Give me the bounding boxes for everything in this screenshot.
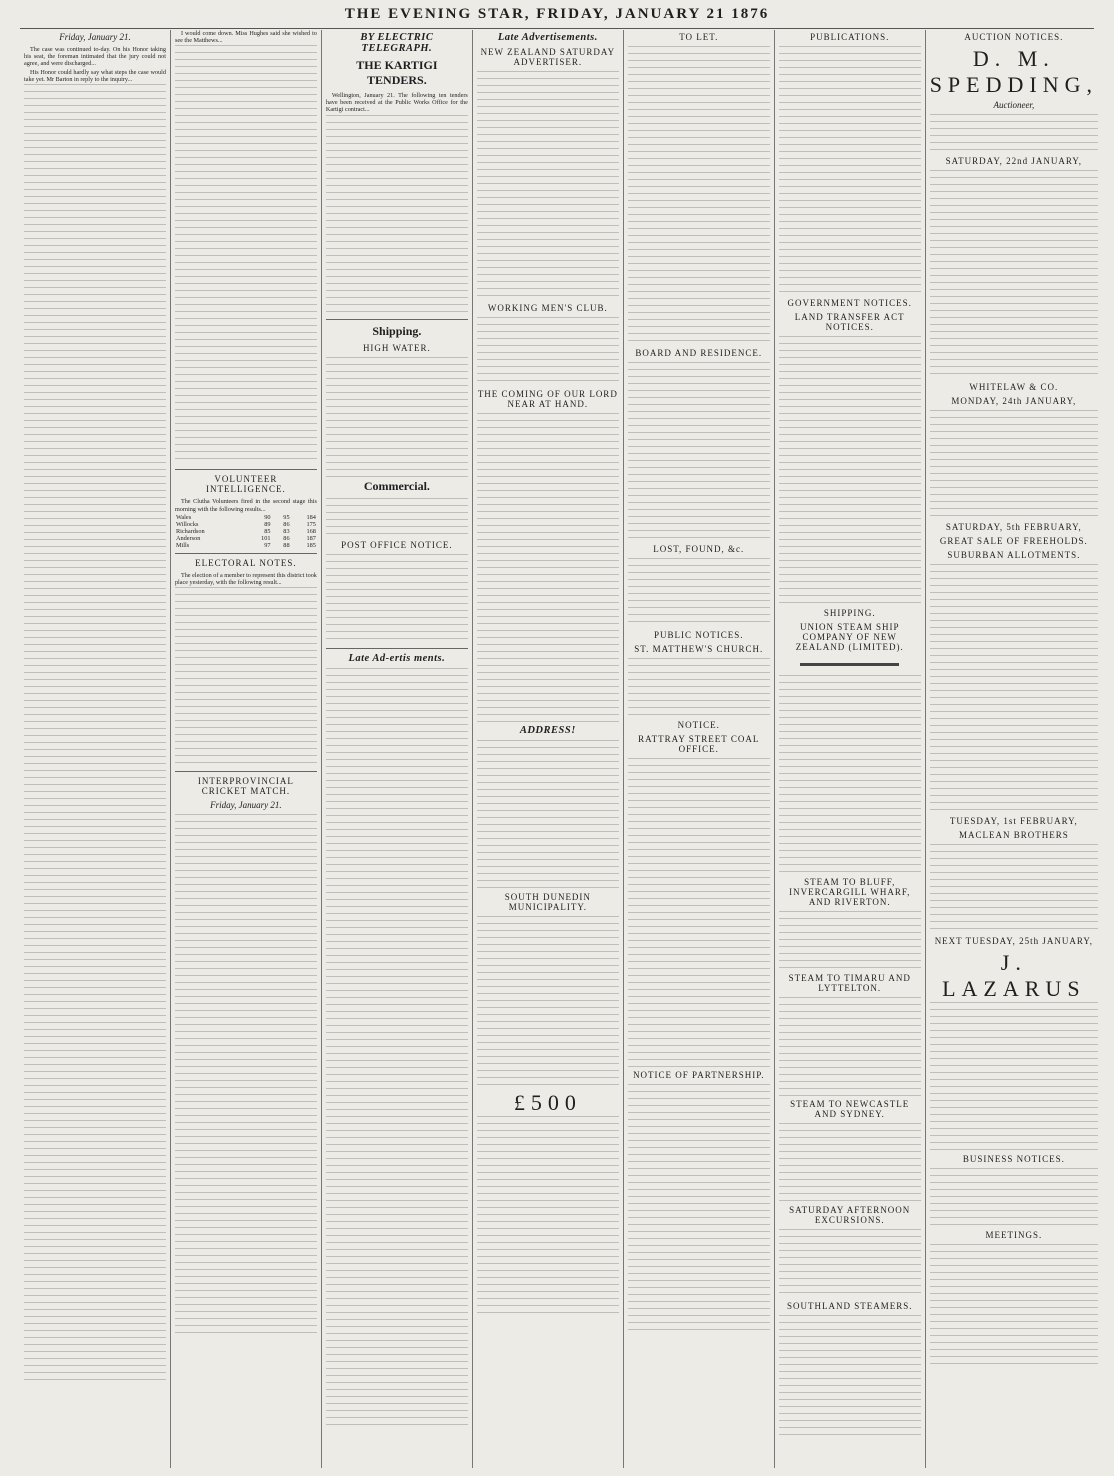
result-cell: 90 xyxy=(264,513,271,521)
result-cell: 185 xyxy=(306,541,316,549)
business-body xyxy=(930,1168,1098,1228)
rattray-body xyxy=(628,758,770,1068)
column-5 xyxy=(624,30,775,1468)
union-heading: UNION STEAM SHIP COMPANY OF NEW ZEALAND (LIMITED). xyxy=(795,622,904,652)
spedding-name: D. M. SPEDDING, xyxy=(929,46,1098,97)
column-4 xyxy=(473,30,624,1468)
partnership-heading: NOTICE OF PARTNERSHIP. xyxy=(633,1070,765,1080)
great-sale-heading: GREAT SALE OF FREEHOLDS. xyxy=(939,536,1088,546)
result-row xyxy=(175,542,317,549)
lost-found-body xyxy=(628,558,770,628)
column-7 xyxy=(926,30,1102,1468)
address-heading: ADDRESS! xyxy=(519,725,576,736)
saturday-jan-heading: SATURDAY, 22nd JANUARY, xyxy=(945,156,1083,166)
result-cell: 97 xyxy=(264,541,271,549)
steam-newcastle-heading: STEAM TO NEWCASTLE AND SYDNEY. xyxy=(790,1099,910,1119)
high-water-heading: HIGH WATER. xyxy=(362,342,431,353)
result-row xyxy=(175,528,317,535)
shipping-heading-6: SHIPPING. xyxy=(823,608,876,618)
cricket-body xyxy=(175,814,317,1334)
southland-body xyxy=(779,1315,921,1435)
result-row xyxy=(175,514,317,521)
divider xyxy=(175,553,317,554)
col1-paragraph-1: The case was continued to-day. On his Honor taking his seat, the foreman intimated that the jury could not agree, and were discharged... xyxy=(24,46,166,68)
spedding-body xyxy=(930,114,1098,154)
volunteer-text: The Clutha Volunteers fired in the second stage this morning with the following results... xyxy=(174,498,317,513)
result-cell: 168 xyxy=(306,527,316,535)
col1-header: Friday, January 21. xyxy=(59,32,131,42)
column-6 xyxy=(775,30,926,1468)
coming-lord-heading: THE COMING OF OUR LORD NEAR AT HAND. xyxy=(477,389,618,409)
to-let-body xyxy=(628,46,770,346)
board-residence-body xyxy=(628,362,770,542)
saturday-jan-body xyxy=(930,170,1098,380)
masthead: THE EVENING STAR, FRIDAY, JANUARY 21 1876 xyxy=(20,6,1094,29)
col1-text-body xyxy=(24,84,166,1384)
south-dunedin-body xyxy=(477,916,619,1086)
result-cell: 86 xyxy=(283,520,290,528)
column-1 xyxy=(20,30,171,1468)
kartigi-heading: THE KARTIGI TENDERS. xyxy=(356,58,438,87)
excursions-heading: SATURDAY AFTERNOON EXCURSIONS. xyxy=(789,1205,911,1225)
steam-newcastle-body xyxy=(779,1123,921,1203)
land-transfer-heading: LAND TRANSFER ACT NOTICES. xyxy=(794,312,905,332)
late-advertisements-heading: Late Advertisements. xyxy=(497,32,598,43)
result-cell: 88 xyxy=(283,541,290,549)
union-body xyxy=(779,675,921,875)
ship-icon xyxy=(779,656,921,672)
column-2 xyxy=(171,30,322,1468)
column-3 xyxy=(322,30,473,1468)
result-cell: 187 xyxy=(306,534,316,542)
result-cell: Anderson xyxy=(175,534,201,542)
result-cell: 86 xyxy=(283,534,290,542)
result-cell: Wales xyxy=(175,513,192,521)
auctioneer-label: Auctioneer, xyxy=(993,100,1035,110)
late-ads-heading: Late Ad-ertis ments. xyxy=(348,652,446,664)
nz-saturday-body xyxy=(477,71,619,301)
steam-bluff-body xyxy=(779,911,921,971)
working-mens-body xyxy=(477,317,619,387)
address-body xyxy=(477,740,619,890)
cricket-date: Friday, January 21. xyxy=(210,800,282,811)
volunteer-results-table xyxy=(175,514,317,549)
next-tuesday-heading: NEXT TUESDAY, 25th JANUARY, xyxy=(934,936,1093,946)
post-office-body xyxy=(326,554,468,644)
result-cell: 184 xyxy=(306,513,316,521)
auction-heading: AUCTION NOTICES. xyxy=(964,32,1064,42)
divider xyxy=(326,648,468,649)
col1-paragraph-2: His Honor could hardly say what steps the case would take yet. Mr Barton in reply to the inquiry... xyxy=(24,68,166,83)
coming-lord-body xyxy=(477,413,619,723)
land-transfer-body xyxy=(779,336,921,606)
government-notices-heading: GOVERNMENT NOTICES. xyxy=(787,298,912,308)
result-row xyxy=(175,521,317,528)
publications-heading: PUBLICATIONS. xyxy=(810,32,890,42)
steam-timaru-body xyxy=(779,997,921,1097)
result-cell: 89 xyxy=(264,520,271,528)
electoral-body xyxy=(175,587,317,767)
divider xyxy=(175,771,317,772)
lost-found-heading: LOST, FOUND, &c. xyxy=(653,544,745,554)
kartigi-body xyxy=(326,115,468,315)
nz-saturday-heading: NEW ZEALAND SATURDAY ADVERTISER. xyxy=(480,47,616,67)
working-mens-heading: WORKING MEN'S CLUB. xyxy=(487,303,608,313)
result-cell: 101 xyxy=(261,534,271,542)
result-cell: 85 xyxy=(264,527,271,535)
partnership-body xyxy=(628,1084,770,1334)
board-residence-heading: BOARD AND RESIDENCE. xyxy=(635,348,763,358)
monday-body xyxy=(930,410,1098,520)
rattray-heading: RATTRAY STREET COAL OFFICE. xyxy=(638,734,760,754)
result-cell: 95 xyxy=(283,513,290,521)
divider xyxy=(175,469,317,470)
publications-body xyxy=(779,46,921,296)
amount-500: £500 xyxy=(513,1090,582,1115)
col2-paragraph-1: I would come down. Miss Hughes said she wished to see the Matthews... xyxy=(174,30,317,45)
suburban-heading: SUBURBAN ALLOTMENTS. xyxy=(947,550,1081,560)
steam-bluff-heading: STEAM TO BLUFF, INVERCARGILL WHARF, AND RIVERTON. xyxy=(789,877,911,907)
shipping-body xyxy=(326,357,468,477)
notice-heading: NOTICE. xyxy=(677,720,720,730)
result-row xyxy=(175,535,317,542)
maclean-body xyxy=(930,844,1098,934)
col2-text-body xyxy=(175,45,317,465)
st-matthews-heading: ST. MATTHEW'S CHURCH. xyxy=(634,644,764,654)
result-cell: 83 xyxy=(283,527,290,535)
lazarus-name: J. LAZARUS xyxy=(942,950,1086,1001)
ads-body xyxy=(477,1116,619,1316)
cricket-heading: INTERPROVINCIAL CRICKET MATCH. xyxy=(197,776,294,797)
southland-heading: SOUTHLAND STEAMERS. xyxy=(786,1301,913,1311)
whitelaw-heading: WHITELAW & CO. xyxy=(969,382,1059,392)
result-cell: Richardson xyxy=(175,527,205,535)
maclean-heading: MACLEAN BROTHERS xyxy=(958,830,1069,840)
columns xyxy=(20,30,1102,1468)
to-let-heading: TO LET. xyxy=(679,32,719,42)
st-matthews-body xyxy=(628,658,770,718)
kartigi-text: Wellington, January 21. The following ten tenders have been received at the Public Works Office for the Kartigi contract... xyxy=(325,92,468,114)
commercial-body xyxy=(326,498,468,538)
shipping-heading: Shipping. xyxy=(372,323,422,338)
result-cell: Willocks xyxy=(175,520,199,528)
result-cell: Mills xyxy=(175,541,190,549)
excursions-body xyxy=(779,1229,921,1299)
volunteer-heading: VOLUNTEER INTELLIGENCE. xyxy=(206,474,286,495)
south-dunedin-heading: SOUTH DUNEDIN MUNICIPALITY. xyxy=(504,892,591,912)
business-notices-heading: BUSINESS NOTICES. xyxy=(962,1154,1065,1164)
late-ads-body xyxy=(326,668,468,1428)
electoral-heading: ELECTORAL NOTES. xyxy=(195,557,297,568)
electoral-text: The election of a member to represent this district took place yesterday, with the following result... xyxy=(174,571,317,587)
post-office-heading: POST OFFICE NOTICE. xyxy=(341,539,453,550)
divider xyxy=(326,319,468,320)
result-cell: 175 xyxy=(306,520,316,528)
telegraph-heading: BY ELECTRIC TELEGRAPH. xyxy=(360,32,434,54)
meetings-body xyxy=(930,1244,1098,1364)
tuesday-heading: TUESDAY, 1st FEBRUARY, xyxy=(949,816,1078,826)
monday-heading: MONDAY, 24th JANUARY, xyxy=(951,396,1077,406)
suburban-body xyxy=(930,564,1098,814)
steam-timaru-heading: STEAM TO TIMARU AND LYTTELTON. xyxy=(788,973,911,993)
lazarus-body xyxy=(930,1002,1098,1152)
commercial-heading: Commercial. xyxy=(363,478,430,493)
meetings-heading: MEETINGS. xyxy=(985,1230,1043,1240)
sat-feb-heading: SATURDAY, 5th FEBRUARY, xyxy=(945,522,1082,532)
public-notices-heading: PUBLIC NOTICES. xyxy=(654,630,744,640)
